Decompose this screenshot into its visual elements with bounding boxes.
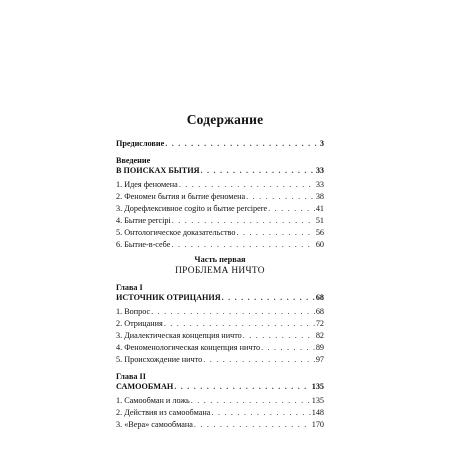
toc-entry (116, 407, 324, 418)
toc-leader-dots (171, 240, 314, 250)
toc-entry-page: 38 (315, 192, 324, 201)
toc-entry-page: 89 (315, 343, 324, 352)
toc-leader-dots (261, 343, 315, 353)
toc-entry-text: 2. Отрицания (116, 319, 163, 328)
toc-entry (116, 179, 324, 190)
toc-entry (116, 395, 324, 406)
toc-entry-text: 6. Бытие-в-себе (116, 240, 171, 249)
toc-entry-page: 97 (315, 355, 324, 364)
toc-leader-dots (151, 307, 315, 317)
page-title: Содержание (186, 112, 264, 127)
toc-leader-dots (203, 355, 315, 365)
toc-entry-text: ИСТОЧНИК ОТРИЦАНИЯ (116, 293, 221, 302)
chapter-label: Глава I (116, 283, 143, 292)
toc-leader-dots (172, 216, 315, 226)
toc-entry-preface (116, 138, 324, 149)
intro-label: Введение (116, 156, 151, 165)
toc-entry (116, 203, 324, 214)
toc-leader-dots (243, 331, 315, 341)
toc-leader-dots (211, 408, 310, 418)
toc-entry-page: 68 (315, 307, 324, 316)
toc-entry-text: 1. Самообман и ложь (116, 396, 190, 405)
toc-entry-chapter-heading (116, 292, 324, 303)
toc-leader-dots (246, 192, 315, 202)
toc-entry-text: 2. Феномен бытия и бытие феномена (116, 192, 246, 201)
toc-leader-dots (236, 228, 314, 238)
toc-entry-page: 72 (315, 319, 324, 328)
part-title: ПРОБЛЕМА НИЧТО (175, 266, 265, 276)
toc-leader-dots (268, 204, 315, 214)
toc-entry-text: 1. Вопрос (116, 307, 151, 316)
toc-entry-text: Предисловие (116, 139, 165, 148)
toc-entry-intro-heading (116, 165, 324, 176)
part-label: Часть первая (194, 255, 246, 264)
toc-entry-page: 33 (315, 166, 324, 175)
toc-entry-chapter-heading (116, 381, 324, 392)
toc-entry-page: 51 (315, 216, 324, 225)
toc-entry-page: 33 (315, 180, 324, 189)
toc-leader-dots (222, 293, 315, 303)
toc-leader-dots (191, 396, 311, 406)
toc-entry-page: 135 (311, 396, 324, 405)
toc-leader-dots (201, 166, 315, 176)
toc-entry-page: 60 (315, 240, 324, 249)
toc-entry (116, 191, 324, 202)
toc-entry-page: 135 (311, 382, 324, 391)
toc-entry-text: 3. Диалектическая концепция ничто (116, 331, 242, 340)
chapter-label: Глава II (116, 372, 146, 381)
toc-leader-dots (179, 180, 315, 190)
toc-entry-text: 2. Действия из самообмана (116, 408, 211, 417)
toc-entry-text: 3. «Вера» самообмана (116, 420, 193, 429)
toc-entry (116, 330, 324, 341)
toc-entry (116, 318, 324, 329)
toc-entry-text: 5. Происхождение ничто (116, 355, 203, 364)
toc-entry-text: САМООБМАН (116, 382, 174, 391)
toc-entry (116, 342, 324, 353)
toc-entry (116, 227, 324, 238)
toc-leader-dots (164, 319, 315, 329)
toc-entry-text: В ПОИСКАХ БЫТИЯ (116, 166, 200, 175)
toc-entry-text: 4. Бытие percipi (116, 216, 171, 225)
toc-entry (116, 419, 324, 430)
toc-entry-page: 148 (311, 408, 324, 417)
toc-leader-dots (194, 420, 311, 430)
toc-entry (116, 306, 324, 317)
toc-entry-page: 68 (315, 293, 324, 302)
toc-entry-page: 56 (315, 228, 324, 237)
toc-entry-text: 5. Онтологическое доказательство (116, 228, 236, 237)
toc-entry-page: 41 (315, 204, 324, 213)
toc-entry-page: 82 (315, 331, 324, 340)
toc-entry (116, 215, 324, 226)
toc-leader-dots (165, 139, 319, 149)
toc-leader-dots (174, 382, 310, 392)
toc-entry-text: 1. Идея феномена (116, 180, 178, 189)
toc-entry (116, 354, 324, 365)
toc-entry-text: 3. Дорефлексивное cogito и бытие percipere (116, 204, 268, 213)
toc-entry-page: 170 (311, 420, 324, 429)
toc-entry-text: 4. Феноменологическая концепция ничто (116, 343, 261, 352)
toc-entry (116, 239, 324, 250)
toc-entry-page: 3 (319, 139, 324, 148)
